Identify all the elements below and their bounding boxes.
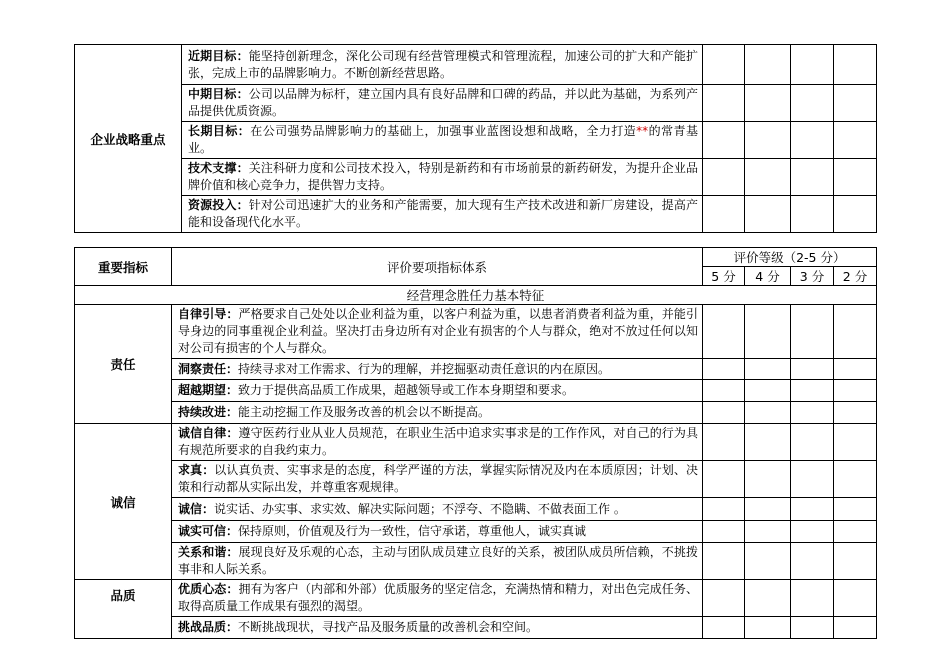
indicator-item: 求真：以认真负责、实事求是的态度，科学严谨的方法，掌握实际情况及内在本质原因；计划、决策和行动都从实际出发，并尊重客观规律。 xyxy=(172,461,703,498)
col-rating-header: 评价等级（2-5 分） xyxy=(703,248,877,267)
group-name: 品质 xyxy=(75,580,172,639)
indicator-item: 挑战品质：不断挑战现状，寻找产品及服务质量的改善机会和空间。 xyxy=(172,617,703,639)
redacted-mark: ** xyxy=(636,124,649,138)
indicator-item: 诚实可信：保持原则，价值观及行为一致性，信守承诺，尊重他人，诚实真诚 xyxy=(172,521,703,543)
indicator-item: 诚信：说实话、办实事、求实效、解决实际问题；不浮夸、不隐瞒、不做表面工作 。 xyxy=(172,498,703,521)
evaluation-table xyxy=(74,247,877,639)
strategy-item: 近期目标：能坚持创新理念，深化公司现有经营管理模式和管理流程，加速公司的扩大和产能扩张，完成上市的品牌影响力。不断创新经营思路。 xyxy=(182,45,703,85)
indicator-item: 优质心态：拥有为客户（内部和外部）优质服务的坚定信念，充满热情和精力，对出色完成任务、取得高质量工作成果有强烈的渴望。 xyxy=(172,580,703,617)
indicator-item: 诚信自律：遵守医药行业从业人员规范，在职业生活中追求实事求是的工作作风，对自己的行为具有规范所要求的自我约束力。 xyxy=(172,424,703,461)
group-name: 责任 xyxy=(75,305,172,424)
group-name: 诚信 xyxy=(75,424,172,580)
indicator-item: 关系和谐：展现良好及乐观的心态，主动与团队成员建立良好的关系，被团队成员所信赖，不挑拨事非和人际关系。 xyxy=(172,543,703,580)
score-4-header: 4 分 xyxy=(745,267,791,286)
indicator-item: 自律引导：严格要求自己处处以企业利益为重，以客户利益为重，以患者消费者利益为重，并能引导身边的同事重视企业利益。坚决打击身边所有对企业有损害的个人与群众，绝对不放过任何以知对公司有损害的个人与群众。 xyxy=(172,305,703,359)
score-2-header: 2 分 xyxy=(834,267,877,286)
col-system-header: 评价要项指标体系 xyxy=(172,248,703,286)
strategy-item: 资源投入：针对公司迅速扩大的业务和产能需要，加大现有生产技术改进和新厂房建设，提高产能和设备现代化水平。 xyxy=(182,196,703,233)
score-5-header: 5 分 xyxy=(703,267,745,286)
strategy-table xyxy=(74,44,877,233)
indicator-item: 洞察责任：持续寻求对工作需求、行为的理解，并挖掘驱动责任意识的内在原因。 xyxy=(172,359,703,380)
strategy-item: 中期目标：公司以品牌为标杆，建立国内具有良好品牌和口碑的药品，并以此为基础，为系列产品提供优质资源。 xyxy=(182,85,703,122)
indicator-item: 超越期望：致力于提供高品质工作成果，超越领导或工作本身期望和要求。 xyxy=(172,380,703,402)
strategy-item: 长期目标：在公司强势品牌影响力的基础上，加强事业蓝图设想和战略，全力打造**的常青基业。 xyxy=(182,122,703,159)
score-3-header: 3 分 xyxy=(791,267,834,286)
strategy-item: 技术支撑：关注科研力度和公司技术投入，特别是新药和有市场前景的新药研发，为提升企业品牌价值和核心竞争力，提供智力支持。 xyxy=(182,159,703,196)
col-indicator-header: 重要指标 xyxy=(75,248,172,286)
indicator-item: 持续改进：能主动挖掘工作及服务改善的机会以不断提高。 xyxy=(172,402,703,424)
section-title: 经营理念胜任力基本特征 xyxy=(75,286,877,305)
strategy-category: 企业战略重点 xyxy=(75,45,182,233)
